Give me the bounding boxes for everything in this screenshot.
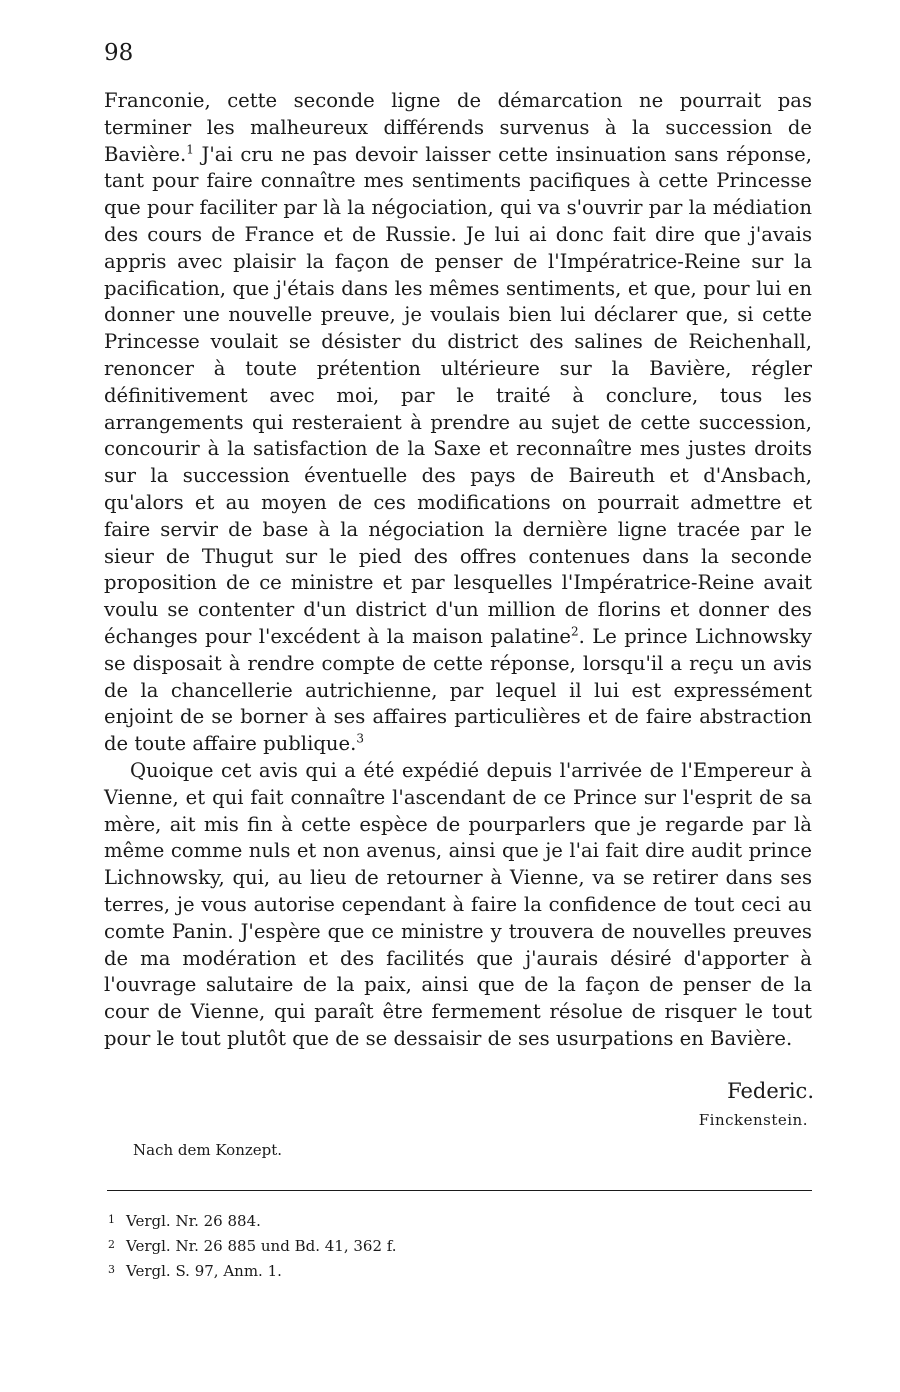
footnote-number: 2 xyxy=(108,1238,115,1251)
footnote-divider xyxy=(107,1190,812,1191)
paragraph-1 xyxy=(104,88,812,758)
footnote-2 xyxy=(108,1233,397,1258)
letter-body xyxy=(104,88,812,1053)
footnote-ref-1[interactable]: 1 xyxy=(186,142,194,157)
footnote-number: 3 xyxy=(108,1263,115,1276)
footnote-text: Vergl. S. 97, Anm. 1. xyxy=(126,1262,282,1280)
countersignature: Finckenstein. xyxy=(698,1111,808,1129)
paragraph-1-text-a: Franconie, cette seconde ligne de démarcation ne pourrait pas terminer les malheureux différends survenus à la succession de Bavière. xyxy=(104,89,812,166)
paragraph-1-text-c: . Le prince Lichnowsky se disposait à rendre compte de cette réponse, lorsqu'il a reçu un avis de la chancellerie autrichienne, par lequel il lui est expressément enjoint de se borner à ses affaires particulières et de faire abstraction de toute affaire publique. xyxy=(104,624,812,756)
page-number: 98 xyxy=(104,40,134,66)
paragraph-2: Quoique cet avis qui a été expédié depuis l'arrivée de l'Empereur à Vienne, et qui fait connaître l'ascendant de ce Prince sur l'esprit de sa mère, ait mis fin à cette espèce de pourparlers que je regarde par là même comme nuls et non avenus, ainsi que je l'ai fait dire audit prince Lichnowsky, qui, au lieu de retourner à Vienne, va se retirer dans ses terres, je vous autorise cependant à faire la confidence de tout ceci au comte Panin. J'espère que ce ministre y trouvera de nouvelles preuves de ma modération et des facilités que j'aurais désiré d'apporter à l'ouvrage salutaire de la paix, ainsi que de la façon de penser de la cour de Vienne, qui paraît être fermement résolue de risquer le tout pour le tout plutôt que de se dessaisir de ses usurpations en Bavière. xyxy=(104,758,812,1050)
footnote-1 xyxy=(108,1208,397,1233)
source-note: Nach dem Konzept. xyxy=(133,1141,283,1159)
footnote-text: Vergl. Nr. 26 884. xyxy=(126,1212,261,1230)
footnote-3 xyxy=(108,1258,397,1283)
footnote-text: Vergl. Nr. 26 885 und Bd. 41, 362 f. xyxy=(126,1237,397,1255)
footnotes xyxy=(108,1208,397,1283)
footnote-ref-2[interactable]: 2 xyxy=(570,624,579,639)
footnote-ref-3[interactable]: 3 xyxy=(356,731,364,746)
footnote-number: 1 xyxy=(108,1213,115,1226)
paragraph-1-text-b: J'ai cru ne pas devoir laisser cette insinuation sans réponse, tant pour faire connaître mes sentiments pacifiques à cette Princesse que pour faciliter par là la négociation, qui va s'ouvrir par la médiation des cours de France et de Russie. Je lui ai donc fait dire que j'avais appris avec plaisir la façon de penser de l'Impératrice-Reine sur la pacification, que j'étais dans les mêmes sentiments, et que, pour lui en donner une nouvelle preuve, je voulais bien lui déclarer que, si cette Princesse voulait se désister du district des salines de Reichenhall, renoncer à toute prétention ultérieure sur la Bavière, régler définitivement avec moi, par le traité à conclure, tous les arrangements qui resteraient à prendre au sujet de cette succession, concourir à la satisfaction de la Saxe et reconnaître mes justes droits sur la succession éventuelle des pays de Baireuth et d'Ansbach, qu'alors et au moyen de ces modifications on pourrait admettre et faire servir de base à la négociation la dernière ligne tracée par le sieur de Thugut sur le pied des offres contenues dans la seconde proposition de ce ministre et par lesquelles l'Impératrice-Reine avait voulu se contenter d'un district d'un million de florins et donner des échanges pour l'excédent à la maison palatine xyxy=(104,142,812,648)
signature-federic: Federic. xyxy=(727,1079,814,1103)
